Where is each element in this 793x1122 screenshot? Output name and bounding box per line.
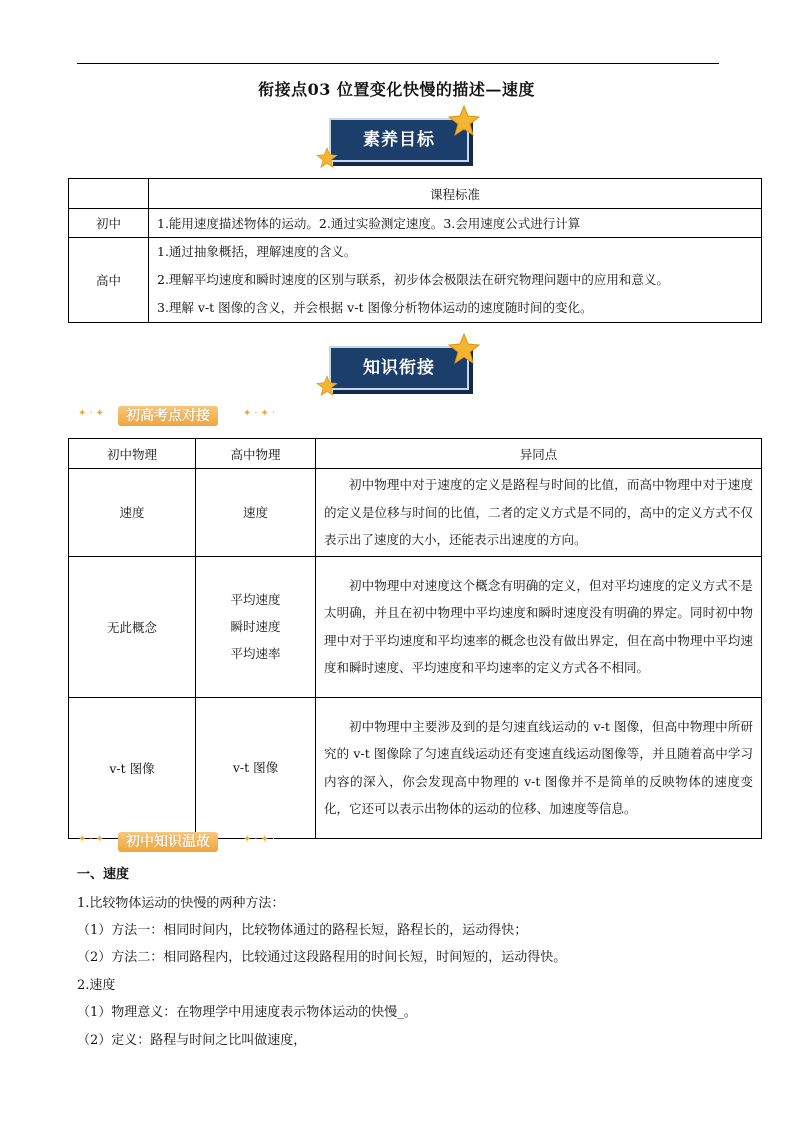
review-line: （1）物理意义：在物理学中用速度表示物体运动的快慢_。 bbox=[77, 1005, 417, 1020]
sparkle-icon: ✦·✦ bbox=[78, 834, 107, 845]
senior-standard-3: 3.理解 v-t 图像的含义，并会根据 v-t 图像分析物体运动的速度随时间的变化。 bbox=[157, 300, 593, 315]
banner-goals bbox=[325, 114, 475, 168]
row-diff: 初中物理中对速度这个概念有明确的定义，但对平均速度的定义方式不是太明确，并且在初中物理中平均速度和瞬时速度没有明确的界定。同时初中物理中对于平均速度和平均速率的概念也没有做出界定，但在高中物理中平均速度和瞬时速度、平均速度和平均速率的定义方式各不相同。 bbox=[324, 577, 753, 675]
row-senior-term: 速度 bbox=[242, 504, 268, 520]
junior-label: 初中 bbox=[69, 209, 149, 238]
row-junior-term: 速度 bbox=[69, 469, 196, 557]
sparkle-icon: ✦·✦· bbox=[243, 408, 279, 419]
banner-knowledge bbox=[325, 342, 475, 396]
banner-knowledge-label: 知识衔接 bbox=[329, 346, 469, 390]
standards-corner-cell bbox=[69, 179, 149, 209]
standards-header: 课程标准 bbox=[149, 179, 762, 209]
sparkle-icon: ✦·✦ bbox=[78, 408, 107, 419]
review-line: 1.比较物体运动的快慢的两种方法： bbox=[77, 896, 285, 911]
table-row bbox=[69, 556, 762, 697]
row-diff: 初中物理中主要涉及到的是匀速直线运动的 v-t 图像，但高中物理中所研究的 v-t 图像除了匀速直线运动还有变速直线运动图像等，并且随着高中学习内容的深入，你会发现高中物理的 v-t 图像并不是简单的反映物体的速度变化，它还可以表示出物体的运动的位移、加速度等信息。 bbox=[324, 718, 753, 816]
row-senior-term: 瞬时速度 bbox=[230, 619, 281, 634]
standards-table bbox=[68, 178, 762, 323]
header-rule bbox=[77, 63, 719, 64]
subhead-review bbox=[78, 830, 298, 856]
compare-header-junior: 初中物理 bbox=[69, 439, 196, 469]
star-icon bbox=[317, 376, 337, 396]
senior-label: 高中 bbox=[69, 238, 149, 323]
senior-standard-2: 2.理解平均速度和瞬时速度的区别与联系，初步体会极限法在研究物理问题中的应用和意义。 bbox=[157, 272, 669, 287]
review-line: （2）定义：路程与时间之比叫做速度， bbox=[77, 1033, 307, 1048]
subhead-compare bbox=[78, 404, 298, 430]
row-junior-term: v-t 图像 bbox=[69, 697, 196, 838]
section-title: 一、速度 bbox=[77, 867, 130, 882]
compare-table bbox=[68, 438, 762, 839]
document-title: 衔接点03 位置变化快慢的描述—速度 bbox=[258, 80, 535, 99]
table-row bbox=[69, 469, 762, 557]
star-icon bbox=[449, 106, 479, 136]
junior-standards: 1.能用速度描述物体的运动。2.通过实验测定速度。3.会用速度公式进行计算 bbox=[149, 209, 762, 238]
table-row bbox=[69, 697, 762, 838]
subhead-review-label: 初中知识温故 bbox=[118, 832, 218, 852]
row-senior-term: v-t 图像 bbox=[232, 760, 279, 775]
review-line: 2.速度 bbox=[77, 978, 116, 993]
subhead-compare-label: 初高考点对接 bbox=[118, 406, 218, 426]
compare-header-diff: 异同点 bbox=[316, 439, 762, 469]
star-icon bbox=[317, 148, 337, 168]
review-line: （1）方法一：相同时间内，比较物体通过的路程长短，路程长的，运动得快； bbox=[77, 923, 528, 938]
review-line: （2）方法二：相同路程内，比较通过这段路程用的时间长短，时间短的，运动得快。 bbox=[77, 950, 567, 965]
row-junior-term: 无此概念 bbox=[69, 556, 196, 697]
banner-goals-label: 素养目标 bbox=[329, 118, 469, 162]
senior-standard-1: 1.通过抽象概括，理解速度的含义。 bbox=[157, 244, 357, 259]
row-diff: 初中物理中对于速度的定义是路程与时间的比值，而高中物理中对于速度的定义是位移与时间的比值，二者的定义方式是不同的，高中的定义方式不仅表示出了速度的大小，还能表示出速度的方向。 bbox=[324, 477, 753, 547]
row-senior-term: 平均速度 bbox=[230, 592, 281, 607]
sparkle-icon: ✦·✦· bbox=[243, 834, 279, 845]
row-senior-term: 平均速率 bbox=[230, 646, 281, 661]
star-icon bbox=[449, 334, 479, 364]
compare-header-senior: 高中物理 bbox=[196, 439, 316, 469]
